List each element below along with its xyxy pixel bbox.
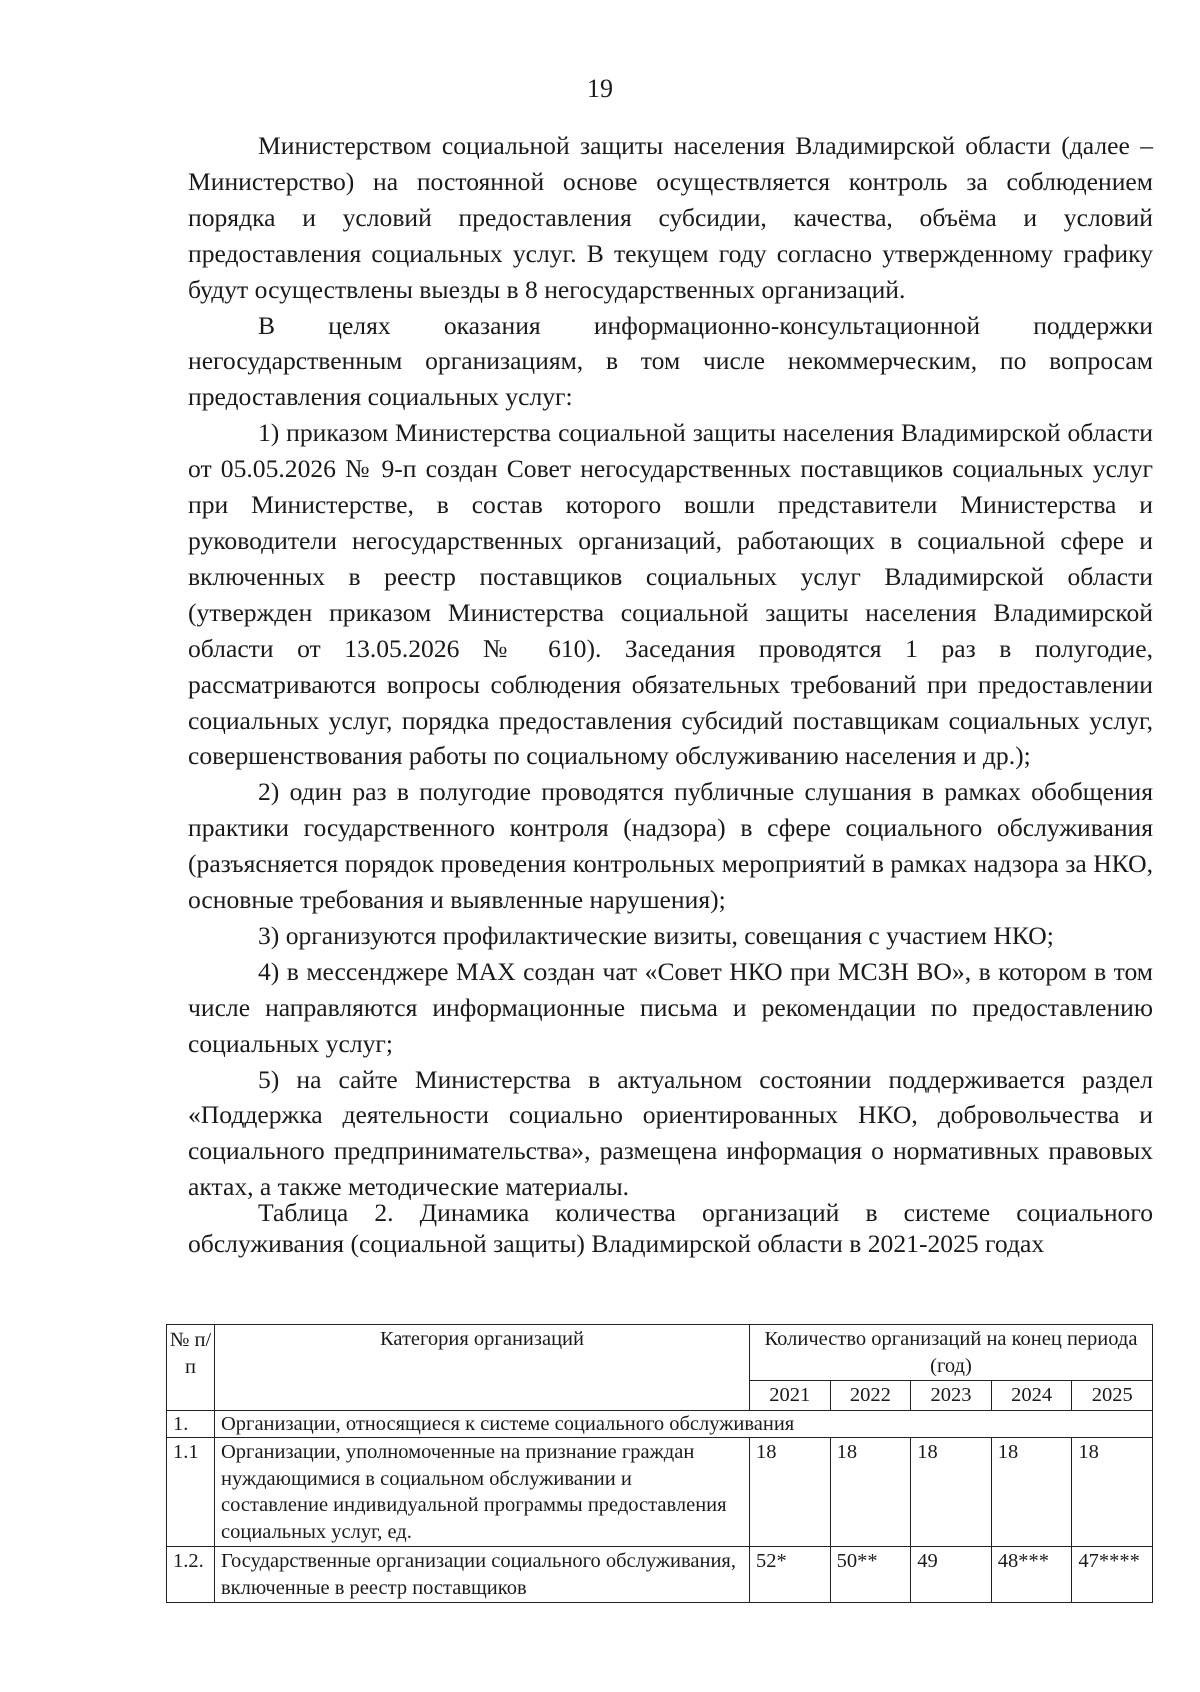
row-category: Организации, уполномоченные на признание граждан нуждающимися в социальном обслуживании и составление индивидуальной программы предоставления социальных услуг, ед. xyxy=(215,1438,750,1547)
header-category: Категория организаций xyxy=(215,1325,750,1411)
header-year-2025: 2025 xyxy=(1072,1381,1153,1411)
table-section-row xyxy=(167,1410,1153,1438)
row-value-2025: 18 xyxy=(1072,1438,1153,1547)
row-value-2025: 47**** xyxy=(1072,1547,1153,1603)
header-num: № п/п xyxy=(167,1325,215,1411)
row-num: 1.2. xyxy=(167,1547,215,1603)
paragraph-ministry-control: Министерством социальной защиты населения Владимирской области (далее – Министерство) на постоянной основе осуществляется контроль за соблюдением порядка и условий предоставления субсидии, качества, объёма и условий предоставления социальных услуг. В текущем году согласно утвержденному графику будут осуществлены выезды в 8 негосударственных организаций. xyxy=(188,131,1153,304)
row-category: Государственные организации социального обслуживания, включенные в реестр поставщиков xyxy=(215,1547,750,1603)
table-row xyxy=(167,1547,1153,1603)
document-body xyxy=(188,128,1153,1205)
row-value-2024: 18 xyxy=(991,1438,1072,1547)
row-value-2023: 49 xyxy=(911,1547,992,1603)
paragraph-support-intro: В целях оказания информационно-консультационной поддержки негосударственным организациям, в том числе некоммерческим, по вопросам предоставления социальных услуг: xyxy=(188,310,1153,412)
table-row xyxy=(167,1438,1153,1547)
header-year-2024: 2024 xyxy=(991,1381,1072,1411)
row-value-2024: 48*** xyxy=(991,1547,1072,1603)
header-year-2021: 2021 xyxy=(750,1381,831,1411)
paragraph-item-5: 5) на сайте Министерства в актуальном состоянии поддерживается раздел «Поддержка деятельности социально ориентированных НКО, добровольчества и социального предпринимательства», размещена информация о нормативных правовых актах, а также методические материалы. xyxy=(188,1064,1153,1202)
row-value-2023: 18 xyxy=(911,1438,992,1547)
header-year-2023: 2023 xyxy=(911,1381,992,1411)
table-caption xyxy=(188,1197,1153,1259)
page-number: 19 xyxy=(587,74,613,103)
row-value-2022: 50** xyxy=(830,1547,911,1603)
header-count-group: Количество организаций на конец периода (год) xyxy=(750,1325,1153,1381)
row-num: 1.1 xyxy=(167,1438,215,1547)
table-caption-text: Таблица 2. Динамика количества организаций в системе социального обслуживания (социальной защиты) Владимирской области в 2021-2025 годах xyxy=(188,1198,1153,1258)
header-year-2022: 2022 xyxy=(830,1381,911,1411)
row-value-2021: 52* xyxy=(750,1547,831,1603)
table-header-row xyxy=(167,1325,1153,1381)
row-value-2021: 18 xyxy=(750,1438,831,1547)
paragraph-item-3: 3) организуются профилактические визиты, совещания с участием НКО; xyxy=(258,920,1054,950)
organizations-table xyxy=(166,1324,1153,1603)
section-label: Организации, относящиеся к системе социального обслуживания xyxy=(215,1410,1153,1438)
section-num: 1. xyxy=(167,1410,215,1438)
paragraph-item-2: 2) один раз в полугодие проводятся публичные слушания в рамках обобщения практики государственного контроля (надзора) в сфере социального обслуживания (разъясняется порядок проведения контрольных мероприятий в рамках надзора за НКО, основные требования и выявленные нарушения); xyxy=(188,777,1153,915)
paragraph-item-1: 1) приказом Министерства социальной защиты населения Владимирской области от 05.05.2026 № 9-п создан Совет негосударственных поставщиков социальных услуг при Министерстве, в состав которого вошли представители Министерства и руководители негосударственных организаций, работающих в социальной сфере и включенных в реестр поставщиков социальных услуг Владимирской области (утвержден приказом Министерства социальной защиты населения Владимирской области от 13.05.2026 № 610). Заседания проводятся 1 раз в полугодие, рассматриваются вопросы соблюдения обязательных требований при предоставлении социальных услуг, порядка предоставления субсидий поставщикам социальных услуг, совершенствования работы по социальному обслуживанию населения и др.); xyxy=(188,418,1153,771)
paragraph-item-4: 4) в мессенджере МАХ создан чат «Совет НКО при МСЗН ВО», в котором в том числе направляются информационные письма и рекомендации по предоставлению социальных услуг; xyxy=(188,956,1153,1058)
row-value-2022: 18 xyxy=(830,1438,911,1547)
